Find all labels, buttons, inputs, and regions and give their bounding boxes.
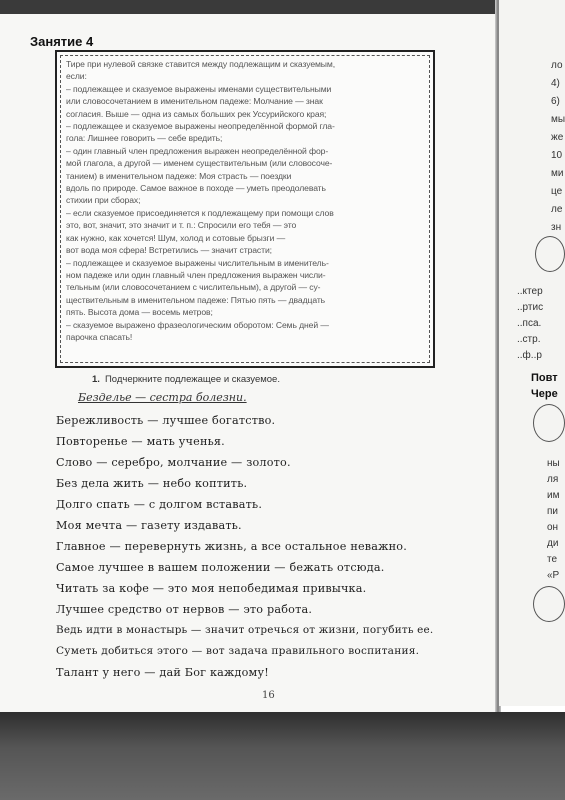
task-number: 1. [92,374,100,385]
rp-line: ..ктер [517,286,543,297]
rp-line: 6) [551,96,560,107]
rp-line: мы [551,114,565,125]
rule-line: – подлежащее и сказуемое выражены именами существительными [66,83,332,94]
exercise-sentence: Читать за кофе — это моя непобедимая привычка. [56,582,367,595]
exercise-sentence: Суметь добиться этого — вот задача правильного воспитания. [56,645,420,657]
rp-line: зн [551,222,562,233]
rule-line: если: [66,71,87,82]
cartoon-illustration-icon [533,404,565,442]
rp-line: ..стр. [517,334,541,345]
page-number: 16 [262,690,275,701]
cartoon-illustration-icon [533,586,565,622]
exercise-sentence: Самое лучшее в вашем положении — бежать отсюда. [56,561,385,574]
rp-line: ..ртис [517,302,544,313]
task-text: Подчеркните подлежащее и сказуемое. [104,374,280,385]
rp-line: 10 [551,150,563,161]
lesson-title: Занятие 4 [30,34,94,49]
rp-line: ны [547,458,560,469]
rule-line: – если сказуемое присоединяется к подлежащему при помощи слов [66,207,334,218]
rule-line: ществительным в именительном падеже: Пятью пять — двадцать [66,294,326,305]
rp-line: ..ф..р [517,350,542,361]
rp-line: ло [551,60,563,71]
rp-line: це [551,186,563,197]
rp-line: же [551,132,564,143]
exercise-sentence: Ведь идти в монастырь — значит отречься от жизни, погубить ее. [56,624,434,636]
exercise-sentence: Бережливость — лучшее богатство. [56,414,276,427]
rule-line: тельным (или словосочетанием с числительным), а другой — су- [66,282,321,293]
exercise-sentence: Главное — перевернуть жизнь, а все остальное неважно. [56,540,407,553]
exercise-sentence: Лучшее средство от нервов — это работа. [56,603,313,616]
rp-line: ди [547,538,559,549]
rp-line: он [547,522,559,533]
rule-line: – сказуемое выражено фразеологическим оборотом: Семь дней — [66,319,329,330]
exercise-sentence: Без дела жить — небо коптить. [56,477,248,490]
exercise-sentence: Повторенье — мать ученья. [56,435,225,448]
rule-text [66,58,424,343]
example-sentence: Безделье — сестра болезни. [78,391,247,404]
rule-line: – один главный член предложения выражен неопределённой фор- [66,145,329,156]
rule-line: стихии при сборах; [66,195,141,206]
rule-line: как нужно, как хочется! Шум, холод и сотовые брызги — [66,232,286,243]
rp-line: те [547,554,558,565]
rp-line: им [547,490,560,501]
exercise-sentence: Моя мечта — газету издавать. [56,519,242,532]
rule-line: пять. Высота дома — восемь метров; [66,307,213,318]
rp-line: ля [547,474,559,485]
rp-line: «Р [547,570,560,581]
rule-line: вдоль по природе. Самое важное в походе — уметь преодолевать [66,183,326,194]
rp-line: пи [547,506,559,517]
rp-line: ми [551,168,564,179]
rp-line: ..пса. [517,318,542,329]
rule-line: мой глагола, а другой — именем существительным (или словосоче- [66,158,333,169]
rule-line: это, вот, значит, это значит и т. п.: Спросили его тебя — это [66,220,297,231]
rule-line: – подлежащее и сказуемое выражены числительным в именитель- [66,257,329,268]
exercise-sentence: Слово — серебро, молчание — золото. [56,456,291,469]
rp-line: 4) [551,78,560,89]
rp-heading: Чере [531,388,558,400]
scan-border-bottom [0,712,565,800]
rule-line: – подлежащее и сказуемое выражены неопределённой формой гла- [66,121,335,132]
rule-line: танием) в именительном падеже: Моя страсть — поездки [66,170,292,181]
rule-line: гола: Лишнее говорить — себе вредить; [66,133,223,144]
right-page [499,0,565,706]
rule-line: парочка спасать! [66,331,133,342]
rule-box [55,50,435,368]
task-instruction [92,374,280,385]
rule-line: вот вода моя сфера! Встретились — значит страсти; [66,245,272,256]
exercise-sentence: Долго спать — с долгом вставать. [56,498,263,511]
cartoon-illustration-icon [535,236,565,272]
exercise-sentence: Талант у него — дай Бог каждому! [56,666,269,679]
rp-line: ле [551,204,563,215]
rule-line: Тире при нулевой связке ставится между подлежащим и сказуемым, [66,59,335,69]
rule-line: ном падеже или один главный член предложения выражен числи- [66,269,326,280]
rule-line: согласия. Выше — одна из самых больших рек Уссурийского края; [66,108,327,119]
rp-heading: Повт [531,372,558,384]
rule-line: или словосочетанием в именительном падеже: Молчание — знак [66,96,323,107]
